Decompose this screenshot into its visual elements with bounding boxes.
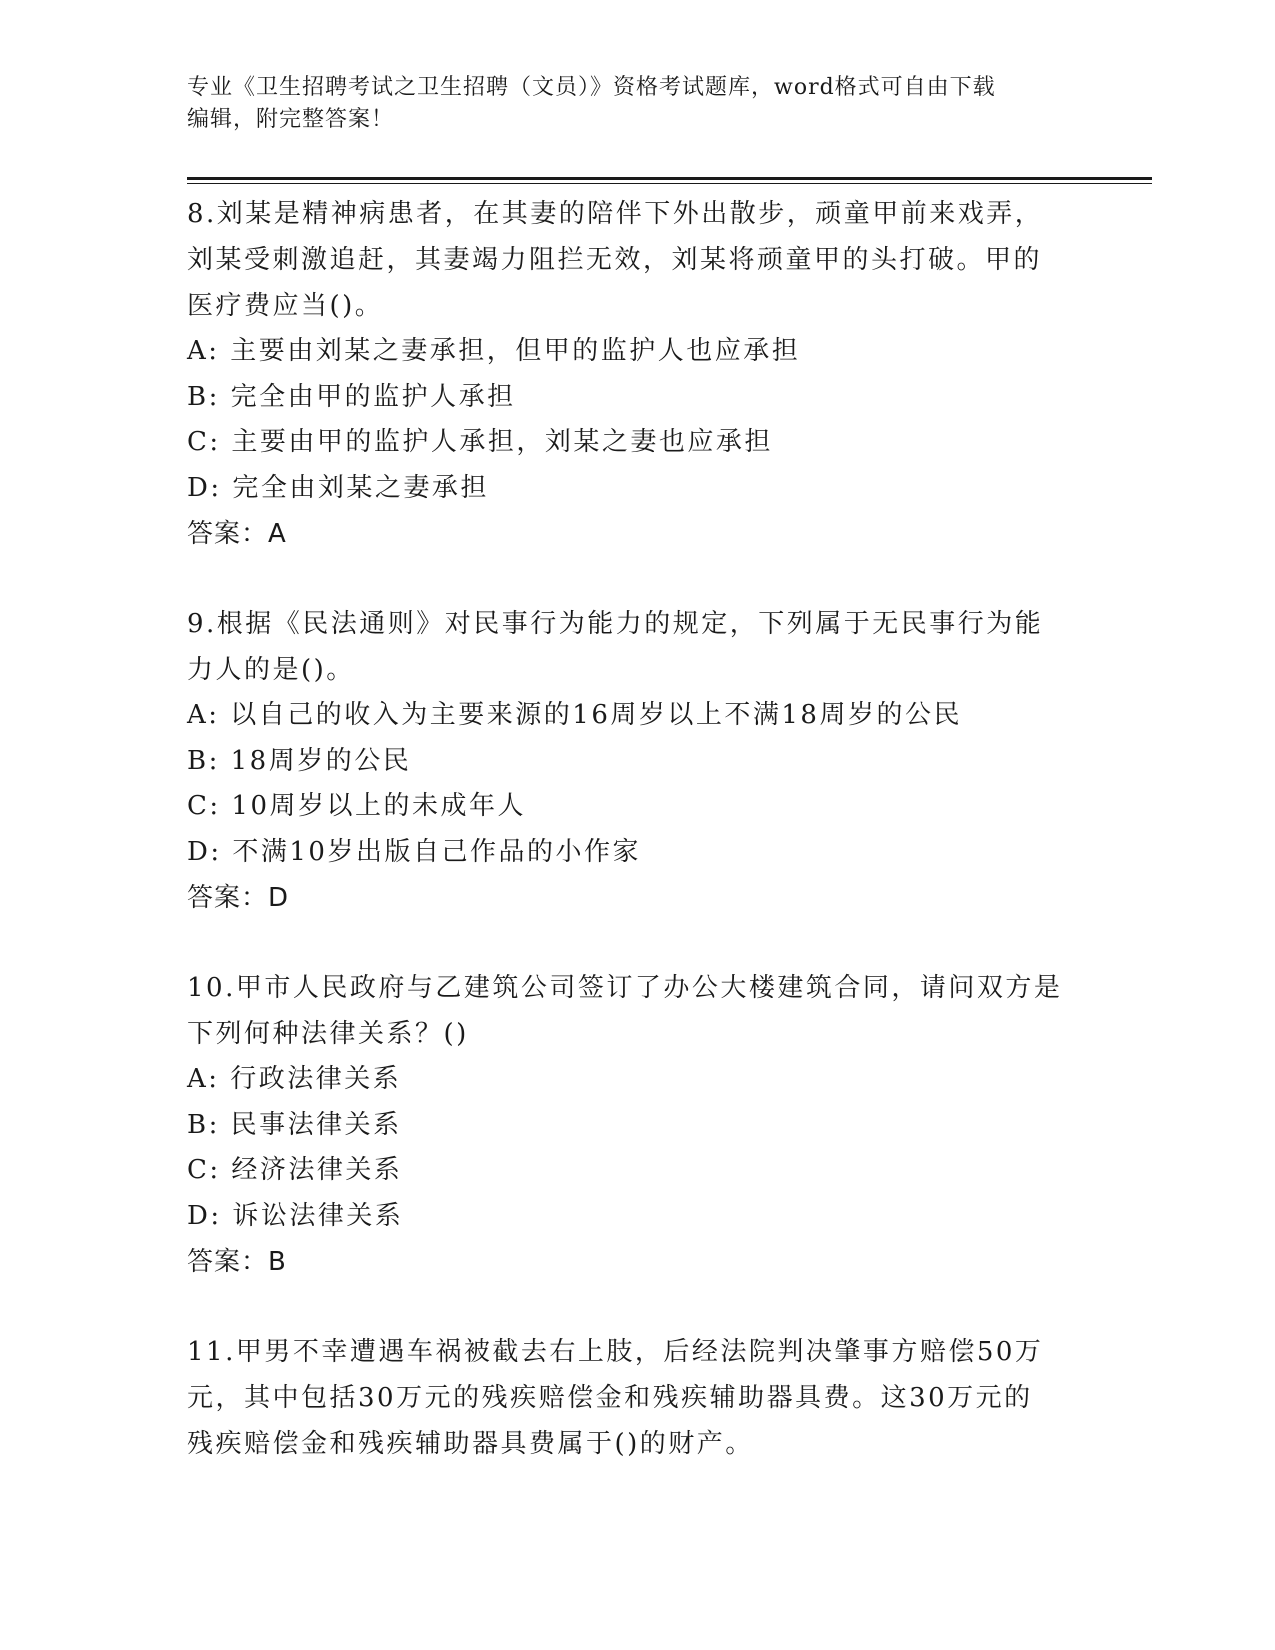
answer-label: 答案：A bbox=[187, 519, 287, 549]
option-a: A: 行政法律关系 bbox=[187, 1064, 402, 1094]
stem-line: 10.甲市人民政府与乙建筑公司签订了办公大楼建筑合同，请问双方是 bbox=[187, 973, 1063, 1003]
option-c: C: 经济法律关系 bbox=[187, 1155, 403, 1185]
question-8 bbox=[187, 191, 1087, 557]
question-spacer bbox=[187, 921, 1087, 965]
question-10 bbox=[187, 965, 1087, 1285]
question-stem bbox=[187, 1329, 1087, 1467]
stem-line: 11.甲男不幸遭遇车祸被截去右上肢，后经法院判决肇事方赔偿50万 bbox=[187, 1337, 1044, 1367]
question-spacer bbox=[187, 557, 1087, 601]
document-header bbox=[187, 72, 1067, 136]
stem-line: 刘某受刺激追赶，其妻竭力阻拦无效，刘某将顽童甲的头打破。甲的 bbox=[187, 245, 1043, 275]
question-9 bbox=[187, 601, 1087, 921]
question-stem bbox=[187, 191, 1087, 329]
stem-line: 残疾赔偿金和残疾辅助器具费属于()的财产。 bbox=[187, 1429, 754, 1459]
question-stem bbox=[187, 965, 1087, 1057]
question-spacer bbox=[187, 1285, 1087, 1329]
option-a: A: 以自己的收入为主要来源的16周岁以上不满18周岁的公民 bbox=[187, 700, 962, 730]
answer-label: 答案：B bbox=[187, 1247, 287, 1277]
stem-line: 9.根据《民法通则》对民事行为能力的规定，下列属于无民事行为能 bbox=[187, 609, 1044, 639]
question-stem bbox=[187, 601, 1087, 693]
header-line-1: 专业《卫生招聘考试之卫生招聘（文员）》资格考试题库，word格式可自由下载 bbox=[187, 75, 996, 100]
header-divider-thick bbox=[187, 177, 1152, 180]
stem-line: 下列何种法律关系？() bbox=[187, 1019, 469, 1049]
option-c: C: 主要由甲的监护人承担，刘某之妻也应承担 bbox=[187, 427, 773, 457]
option-c: C: 10周岁以上的未成年人 bbox=[187, 791, 527, 821]
stem-line: 8.刘某是精神病患者，在其妻的陪伴下外出散步，顽童甲前来戏弄， bbox=[187, 199, 1044, 229]
question-11 bbox=[187, 1329, 1087, 1467]
option-d: D: 不满10岁出版自己作品的小作家 bbox=[187, 836, 641, 867]
option-a: A: 主要由刘某之妻承担，但甲的监护人也应承担 bbox=[187, 336, 801, 366]
option-d: D: 诉讼法律关系 bbox=[187, 1200, 404, 1231]
option-d: D: 完全由刘某之妻承担 bbox=[187, 472, 489, 503]
stem-line: 医疗费应当()。 bbox=[187, 291, 384, 321]
option-b: B: 18周岁的公民 bbox=[187, 745, 412, 776]
stem-line: 元，其中包括30万元的残疾赔偿金和残疾辅助器具费。这30万元的 bbox=[187, 1383, 1033, 1413]
option-b: B: 完全由甲的监护人承担 bbox=[187, 381, 516, 412]
question-list bbox=[187, 191, 1087, 1467]
option-b: B: 民事法律关系 bbox=[187, 1109, 402, 1140]
answer-label: 答案：D bbox=[187, 883, 290, 913]
header-line-2: 编辑，附完整答案！ bbox=[187, 107, 395, 132]
header-divider-thin bbox=[187, 183, 1152, 184]
stem-line: 力人的是()。 bbox=[187, 655, 355, 685]
